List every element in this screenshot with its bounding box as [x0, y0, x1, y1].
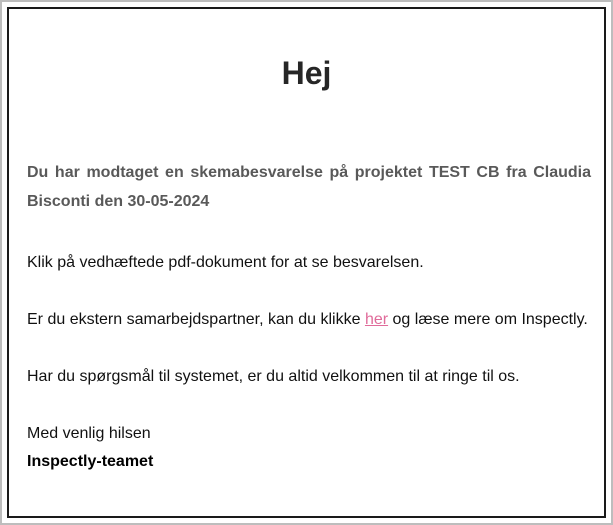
questions-paragraph: Har du spørgsmål til systemet, er du altid velkommen til at ringe til os. [27, 368, 520, 385]
closing-greeting: Med venlig hilsen [27, 425, 151, 442]
signature: Inspectly-teamet [27, 453, 154, 470]
partner-text-before: Er du ekstern samarbejdspartner, kan du klikke [27, 311, 365, 328]
partner-text-after: og læse mere om Inspectly. [388, 311, 588, 328]
email-body [7, 7, 606, 518]
read-more-link[interactable]: her [364, 311, 389, 328]
submission-intro: Du har modtaget en skemabesvarelse på projektet TEST CB fra Claudia Bisconti den 30-05-2024 [27, 164, 591, 210]
email-heading: Hej [281, 55, 332, 91]
attachment-instruction: Klik på vedhæftede pdf-dokument for at se besvarelsen. [27, 254, 424, 271]
partner-paragraph [27, 309, 597, 331]
